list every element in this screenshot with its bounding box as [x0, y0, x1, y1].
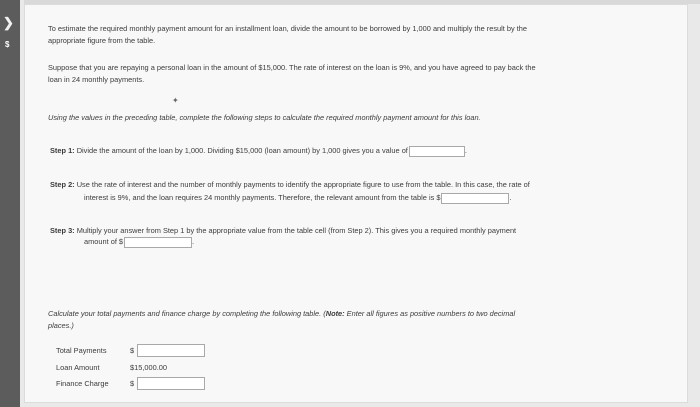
scenario-line-1: Suppose that you are repaying a personal loan in the amount of $15,000. The rate of interest on the loan is 9%, and you have agreed to pay back the: [48, 63, 536, 72]
total-payments-label: Total Payments: [56, 346, 107, 355]
intro-line-1: To estimate the required monthly payment amount for an installment loan, divide the amount to be borrowed by 1,000 and multiply the result by the: [48, 24, 528, 33]
intro-line-2: appropriate figure from the table.: [48, 36, 156, 45]
step-3-label: Step 3:: [50, 226, 75, 235]
calc-instructions-line-2: places.): [48, 321, 74, 330]
step-1-input[interactable]: [409, 146, 465, 157]
step-1: [50, 145, 467, 157]
finance-table: [56, 344, 216, 392]
loan-amount-value: $15,000.00: [130, 363, 167, 372]
total-payments-input[interactable]: [137, 344, 205, 357]
step-2-line-1: Use the rate of interest and the number of monthly payments to identify the appropriate figure to use from the table. In this case, the rate of: [76, 180, 530, 189]
side-panel-strip: [0, 0, 20, 407]
finance-charge-currency: $: [130, 379, 135, 388]
step-1-suffix: .: [464, 146, 467, 155]
step-1-label: Step 1:: [50, 146, 75, 155]
step-2-suffix: .: [509, 193, 512, 202]
instructions-text: Using the values in the preceding table, complete the following steps to calculate the required monthly payment amount for this loan.: [48, 113, 481, 122]
mouse-cursor-icon: ✦: [172, 96, 179, 105]
step-2-line-2: interest is 9%, and the loan requires 24 monthly payments. Therefore, the relevant amount from the table is $: [84, 193, 441, 202]
calc-instructions-line-1: [48, 308, 515, 320]
step-2-continuation: [84, 192, 512, 204]
table-row-finance-charge: [56, 377, 216, 391]
step-3-suffix: .: [192, 237, 195, 246]
step-3-input[interactable]: [124, 237, 195, 248]
step-2: [50, 179, 530, 191]
step-2-input[interactable]: [441, 193, 512, 204]
table-row-loan-amount: [56, 361, 216, 375]
chevron-right-icon[interactable]: ❯: [3, 15, 14, 30]
calc-suffix: Enter all figures as positive numbers to two decimal: [344, 309, 516, 318]
calc-prefix: Calculate your total payments and finance charge by completing the following table. (: [48, 309, 326, 318]
step-2-label: Step 2:: [50, 180, 75, 189]
finance-charge-label: Finance Charge: [56, 379, 109, 388]
table-row-total-payments: [56, 344, 216, 358]
step-3-line-2: amount of $: [84, 237, 124, 246]
finance-charge-input[interactable]: [137, 377, 205, 390]
side-dollar-badge: $: [5, 40, 10, 49]
loan-amount-label: Loan Amount: [56, 363, 100, 372]
note-label: Note:: [325, 309, 345, 318]
step-1-text: Divide the amount of the loan by 1,000. Dividing $15,000 (loan amount) by 1,000 gives you a value of: [76, 146, 408, 155]
step-3-continuation: [84, 236, 194, 248]
total-payments-currency: $: [130, 346, 135, 355]
step-3-line-1: Multiply your answer from Step 1 by the appropriate value from the table cell (from Step 2). This gives you a required monthly payment: [76, 226, 517, 235]
scenario-line-2: loan in 24 monthly payments.: [48, 75, 145, 84]
